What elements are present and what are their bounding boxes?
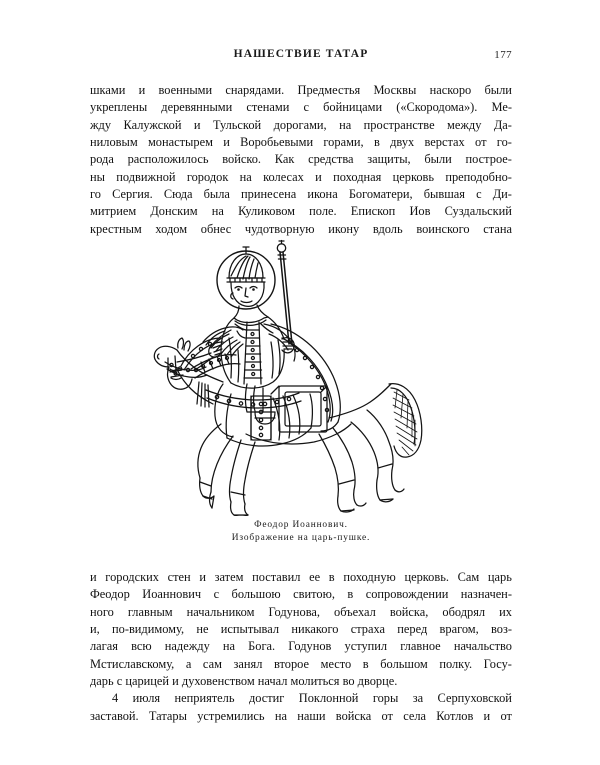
page-number: 177 — [494, 49, 512, 61]
paragraph-lower-2 — [90, 690, 512, 725]
text-line: ниловым монастырем и Воробьевыми горами, в двух верстах от го- — [90, 135, 512, 150]
caption-line-1: Феодор Иоаннович. — [254, 520, 348, 530]
running-head — [90, 48, 512, 68]
text-line: Феодор Иоаннович с большою свитою, в сопровождении назначен- — [90, 587, 512, 602]
body-text-lower — [90, 569, 512, 725]
text-line: ны подвижной городок на колесах и походная церковь преподобно- — [90, 169, 512, 184]
text-line: 4 июля неприятель достиг Поклонной горы за Серпуховской — [112, 691, 512, 706]
text-line: Мстиславскому, а сам занял второе место в большом полку. Госу- — [90, 656, 512, 671]
text-line: шками и военными снарядами. Предместья Москвы наскоро были — [90, 83, 512, 97]
equestrian-engraving-icon — [151, 238, 451, 516]
text-line: го Сергия. Сюда была принесена икона Богоматери, бывшая с Ди- — [90, 187, 512, 202]
paragraph-upper — [90, 82, 512, 238]
body-text-upper — [90, 82, 512, 238]
caption-line-2: Изображение на царь-пушке. — [231, 533, 371, 544]
text-line: дарь с царицей и духовенством начал молиться во дворце. — [90, 674, 398, 689]
figure-feodor-ioannovich — [90, 238, 512, 554]
text-line: крестным ходом обнес чудотворную икону вдоль воинского стана — [90, 221, 512, 236]
text-line: и, по-видимому, не испытывал никакого страха перед врагом, воз- — [90, 622, 512, 637]
text-line: жду Калужской и Тульской дорогами, на пространстве между Да- — [90, 117, 512, 132]
text-line: ного главным начальником Годунова, объехал войска, ободрял их — [90, 604, 512, 619]
paragraph-lower-1 — [90, 569, 512, 690]
text-line: и городских стен и затем поставил ее в походную церковь. Сам царь — [90, 570, 512, 584]
text-line: лагая всю надежду на Бога. Годунов уступил главное начальство — [90, 639, 512, 654]
running-head-title: НАШЕСТВИЕ ТАТАР — [233, 48, 369, 60]
text-line: рода расположилось войско. Как средства защиты, были построе- — [90, 152, 512, 167]
figure-caption — [90, 519, 512, 545]
text-line: митрием Донским на Куликовом поле. Епископ Иов Суздальский — [90, 204, 512, 219]
text-line: заставой. Татары устремились на наши войска от села Котлов и от — [90, 708, 512, 723]
text-line: укреплены деревянными стенами с бойницами («Скородома»). Ме- — [90, 100, 512, 115]
